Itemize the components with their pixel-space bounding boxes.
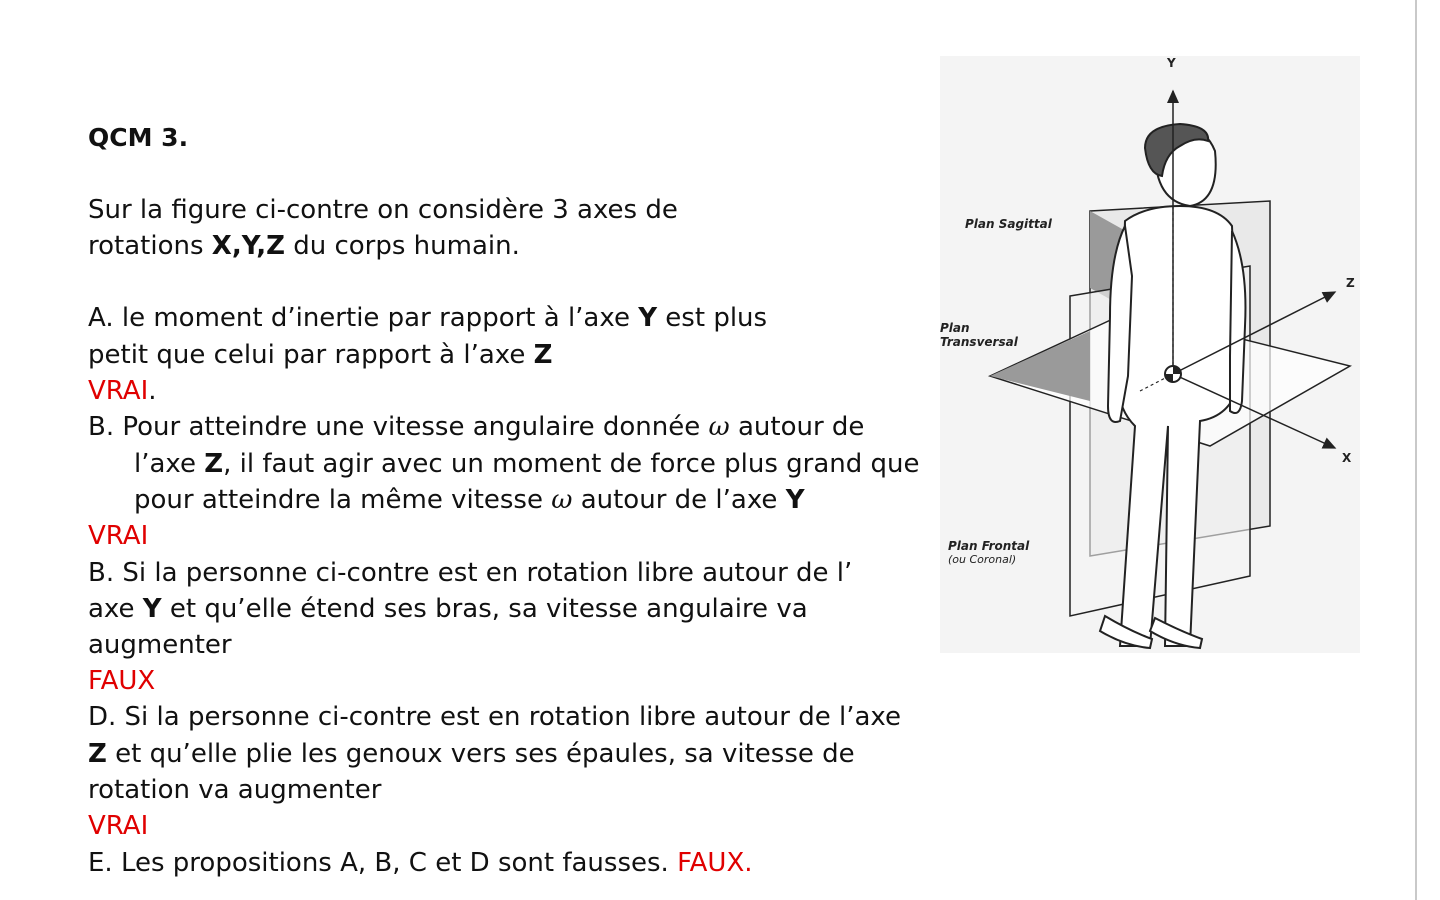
item-b2-axis-y: Y	[142, 594, 162, 624]
item-b2-text-end: et qu’elle étend ses bras, sa vitesse angulaire va	[161, 594, 808, 624]
omega-symbol: ω	[708, 412, 730, 442]
question-title: QCM 3.	[88, 123, 189, 152]
plan-transversal-label-1: Plan	[940, 321, 970, 335]
item-b1-line-1	[88, 409, 864, 445]
item-b2-line-1: B. Si la personne ci-contre est en rotation libre autour de l’	[88, 558, 853, 588]
item-b1-text-end: autour de	[729, 412, 865, 442]
item-b2-line-2	[88, 591, 808, 627]
verdict-label: VRAI	[88, 376, 149, 406]
page-edge	[1415, 0, 1417, 900]
item-a-text-2: petit que celui par rapport à l’axe	[88, 340, 534, 370]
axis-y-label: Y	[1167, 56, 1176, 70]
item-b1-line-2	[134, 446, 919, 482]
item-b1-verdict: VRAI	[88, 521, 149, 551]
intro-axes: X,Y,Z	[211, 231, 285, 261]
plan-transversal-label-2: Transversal	[940, 335, 1018, 349]
item-b1-text-3-mid: autour de l’axe	[572, 485, 786, 515]
item-a-verdict	[88, 373, 157, 409]
item-d-line-3: rotation va augmenter	[88, 775, 382, 805]
intro-text-end: du corps humain.	[284, 231, 520, 261]
item-a-line-2	[88, 337, 553, 373]
verdict-suffix: .	[148, 376, 157, 406]
item-d-text-end: et qu’elle plie les genoux vers ses épaules, sa vitesse de	[106, 739, 855, 769]
body-planes-figure	[940, 56, 1360, 653]
item-b1-text: B. Pour atteindre une vitesse angulaire donnée	[88, 412, 709, 442]
item-b1-text-2: l’axe	[134, 449, 205, 479]
item-d-line-1: D. Si la personne ci-contre est en rotation libre autour de l’axe	[88, 702, 901, 732]
item-b1-line-3	[134, 482, 805, 518]
intro-line-2	[88, 228, 520, 264]
item-a-line-1	[88, 300, 767, 336]
item-b1-axis-y: Y	[785, 485, 805, 515]
item-a-text-end: est plus	[657, 303, 768, 333]
axis-x-label: X	[1342, 451, 1352, 465]
item-b2-line-3: augmenter	[88, 630, 232, 660]
item-d-verdict: VRAI	[88, 811, 149, 841]
item-e-verdict: FAUX.	[677, 848, 753, 878]
item-d-axis-z: Z	[88, 739, 107, 769]
plan-frontal-label-2: (ou Coronal)	[948, 553, 1017, 566]
item-b1-axis-z: Z	[204, 449, 224, 479]
item-b1-text-3: pour atteindre la même vitesse	[134, 485, 552, 515]
item-e-text: E. Les propositions A, B, C et D sont fausses.	[88, 848, 678, 878]
item-a-axis-y: Y	[638, 303, 658, 333]
intro-line-1: Sur la figure ci-contre on considère 3 axes de	[88, 195, 678, 225]
item-e-line	[88, 845, 753, 881]
item-b2-verdict: FAUX	[88, 666, 156, 696]
item-b1-text-2-end: , il faut agir avec un moment de force plus grand que	[223, 449, 920, 479]
axis-z-label: Z	[1346, 276, 1355, 290]
intro-text: rotations	[88, 231, 212, 261]
omega-symbol: ω	[551, 485, 573, 515]
item-b2-text: axe	[88, 594, 143, 624]
item-d-line-2	[88, 736, 855, 772]
item-a-text: A. le moment d’inertie par rapport à l’axe	[88, 303, 639, 333]
item-a-axis-z: Z	[533, 340, 553, 370]
plan-frontal-label-1: Plan Frontal	[948, 539, 1030, 553]
plan-sagittal-label: Plan Sagittal	[965, 217, 1052, 231]
